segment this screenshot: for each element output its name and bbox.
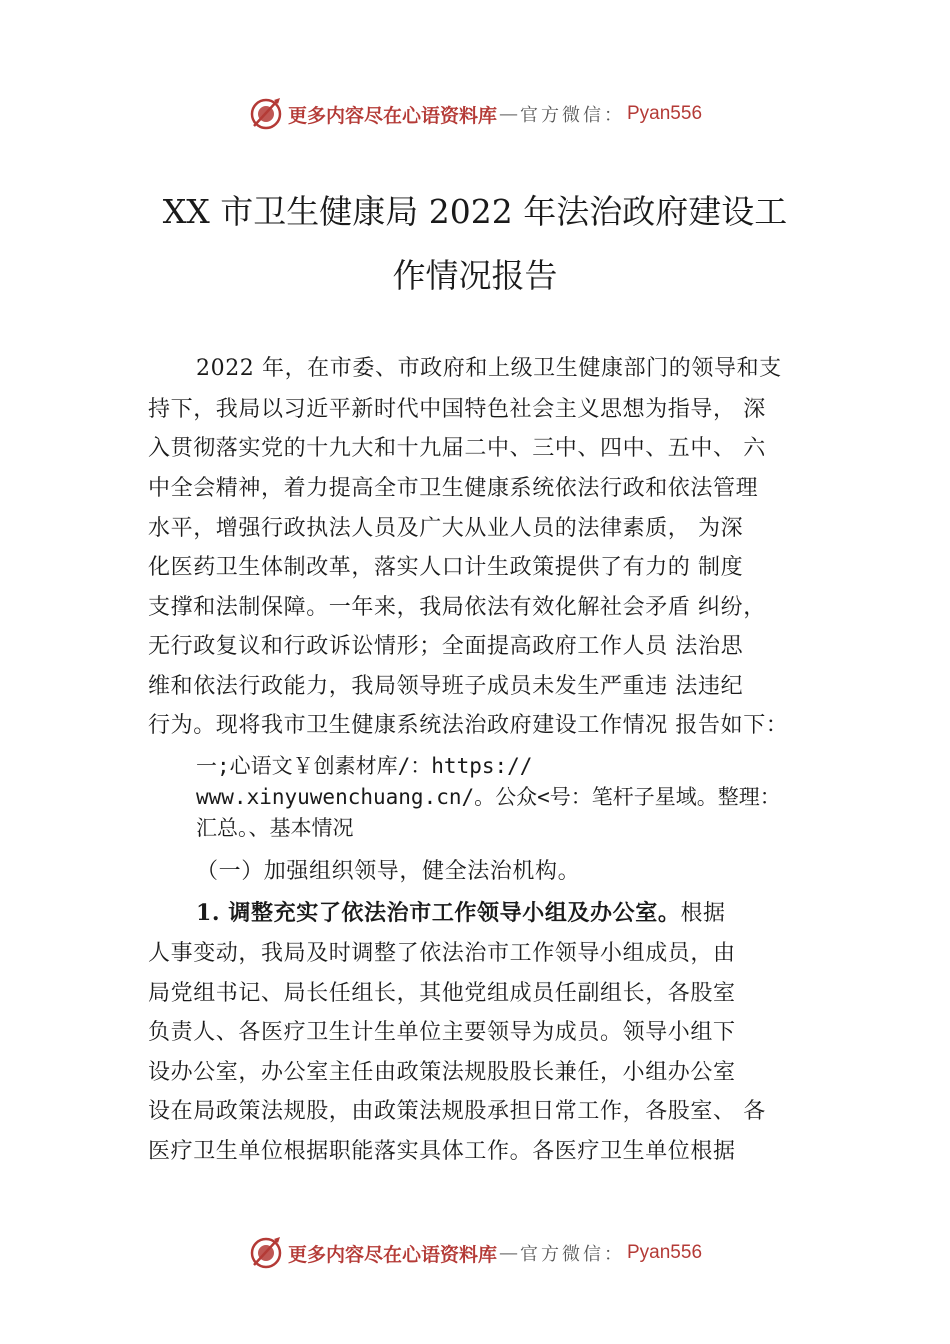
- quill-seal-icon: [248, 96, 284, 132]
- item-1-line: 设在局政策法规股，由政策法规股承担日常工作，各股室、 各: [148, 1099, 766, 1124]
- document-title-line-1: XX 市卫生健康局 2022 年法治政府建设工: [162, 192, 788, 231]
- source-line: 汇总。、基本情况: [196, 816, 354, 840]
- banner-brand: 更多内容尽在心语资料库: [287, 104, 497, 127]
- banner-dash: —: [499, 1242, 518, 1264]
- section-heading: （一）加强组织领导，健全法治机构。: [196, 859, 581, 884]
- source-line: www.xinyuwenchuang.cn/。公众<号：笔杆子星域。整理：: [196, 785, 781, 809]
- source-line: 一;心语文￥创素材库/：https://: [196, 754, 533, 778]
- banner-official-label: 官方微信：: [520, 1244, 625, 1265]
- item-1-line: 局党组书记、局长任组长，其他党组成员任副组长，各股室: [148, 981, 736, 1006]
- banner-official-label: 官方微信：: [520, 105, 625, 126]
- intro-line: 中全会精神，着力提高全市卫生健康系统依法行政和依法管理: [148, 476, 759, 501]
- intro-line: 维和依法行政能力，我局领导班子成员未发生严重违 法违纪: [148, 674, 744, 699]
- item-1-tail: 根据: [680, 901, 726, 926]
- item-1-heading: 1. 调整充实了依法治市工作领导小组及办公室。: [196, 900, 681, 926]
- intro-line: 持下，我局以习近平新时代中国特色社会主义思想为指导， 深: [148, 397, 766, 422]
- document-title-line-2: 作情况报告: [392, 256, 558, 295]
- banner-wechat-id: Pyan556: [627, 103, 703, 124]
- intro-line: 水平，增强行政执法人员及广大从业人员的法律素质， 为深: [148, 516, 744, 541]
- item-1-line: 设办公室，办公室主任由政策法规股股长兼任，小组办公室: [148, 1060, 736, 1085]
- banner-dash: —: [499, 103, 518, 125]
- banner-brand: 更多内容尽在心语资料库: [287, 1243, 497, 1266]
- item-1-first-line: [196, 896, 726, 927]
- item-1-line: 负责人、各医疗卫生计生单位主要领导为成员。领导小组下: [148, 1020, 736, 1045]
- header-banner: [0, 94, 950, 134]
- intro-line: 无行政复议和行政诉讼情形；全面提高政府工作人员 法治思: [148, 634, 744, 659]
- intro-line: 入贯彻落实党的十九大和十九届二中、三中、四中、五中、 六: [148, 436, 766, 461]
- banner-wechat-id: Pyan556: [627, 1242, 703, 1263]
- intro-line: 化医药卫生体制改革，落实人口计生政策提供了有力的 制度: [148, 555, 744, 580]
- footer-banner: [0, 1233, 950, 1273]
- intro-line: 支撑和法制保障。一年来，我局依法有效化解社会矛盾 纠纷，: [148, 595, 766, 620]
- intro-line: 行为。现将我市卫生健康系统法治政府建设工作情况 报告如下：: [148, 713, 789, 738]
- intro-line: 2022 年，在市委、市政府和上级卫生健康部门的领导和支: [196, 356, 782, 381]
- item-1-line: 人事变动，我局及时调整了依法治市工作领导小组成员，由: [148, 941, 736, 966]
- item-1-line: 医疗卫生单位根据职能落实具体工作。各医疗卫生单位根据: [148, 1139, 736, 1164]
- quill-seal-icon: [248, 1235, 284, 1271]
